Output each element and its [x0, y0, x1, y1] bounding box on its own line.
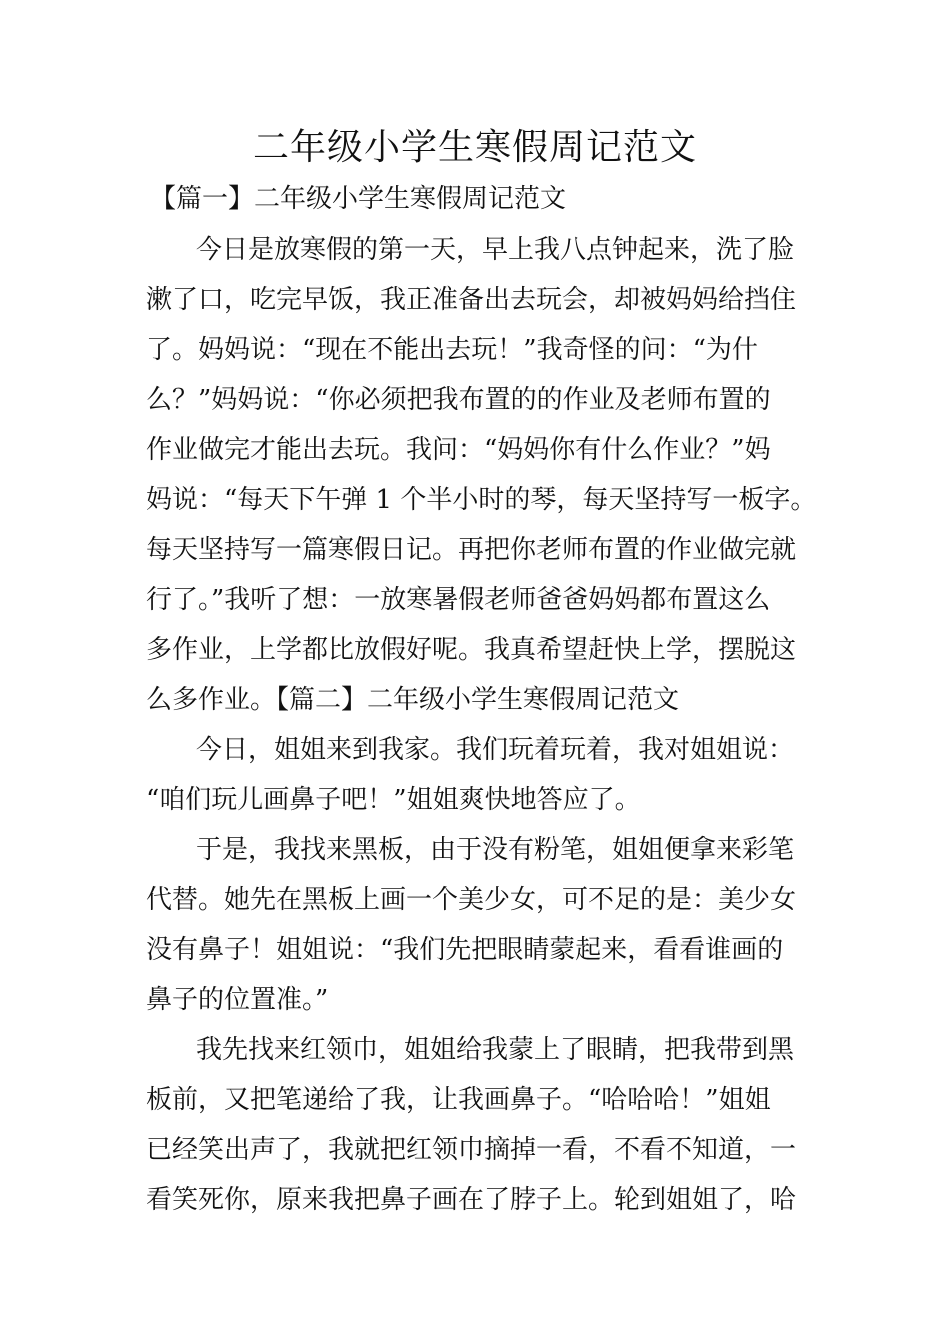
document-title: 二年级小学生寒假周记范文	[252, 127, 697, 168]
body-line: 板前，又把笔递给了我，让我画鼻子。“哈哈哈！”姐姐	[146, 1085, 771, 1115]
body-line: 我先找来红领巾，姐姐给我蒙上了眼睛，把我带到黑	[196, 1035, 795, 1065]
body-line-with-section-heading-2: 么多作业。【篇二】二年级小学生寒假周记范文	[146, 685, 680, 715]
section-heading-1: 【篇一】二年级小学生寒假周记范文	[150, 184, 567, 214]
body-line: 了。妈妈说：“现在不能出去玩！”我奇怪的问：“为什	[146, 335, 758, 365]
body-line: 鼻子的位置准。”	[146, 985, 329, 1015]
body-line: 每天坚持写一篇寒假日记。再把你老师布置的作业做完就	[146, 535, 797, 565]
body-line: 代替。她先在黑板上画一个美少女，可不足的是：美少女	[146, 885, 797, 915]
body-line: “咱们玩儿画鼻子吧！”姐姐爽快地答应了。	[146, 785, 641, 815]
body-line: 于是，我找来黑板，由于没有粉笔，姐姐便拿来彩笔	[196, 835, 795, 865]
body-line: 看笑死你，原来我把鼻子画在了脖子上。轮到姐姐了，哈	[146, 1185, 797, 1215]
body-line: 行了。”我听了想：一放寒暑假老师爸爸妈妈都布置这么	[146, 585, 771, 615]
body-line: 多作业，上学都比放假好呢。我真希望赶快上学，摆脱这	[146, 635, 797, 665]
body-line: 妈说：“每天下午弹 1 个半小时的琴，每天坚持写一板字。	[146, 485, 817, 515]
body-line: 作业做完才能出去玩。我问：“妈妈你有什么作业？”妈	[146, 435, 771, 465]
body-line: 今日是放寒假的第一天，早上我八点钟起来，洗了脸	[196, 235, 795, 265]
body-line: 今日，姐姐来到我家。我们玩着玩着，我对姐姐说：	[196, 735, 795, 765]
body-line: 漱了口，吃完早饭，我正准备出去玩会，却被妈妈给挡住	[146, 285, 797, 315]
body-line: 已经笑出声了，我就把红领巾摘掉一看，不看不知道，一	[146, 1135, 797, 1165]
body-line: 没有鼻子！姐姐说：“我们先把眼睛蒙起来，看看谁画的	[146, 935, 784, 965]
body-line: 么？”妈妈说：“你必须把我布置的的作业及老师布置的	[146, 385, 771, 415]
